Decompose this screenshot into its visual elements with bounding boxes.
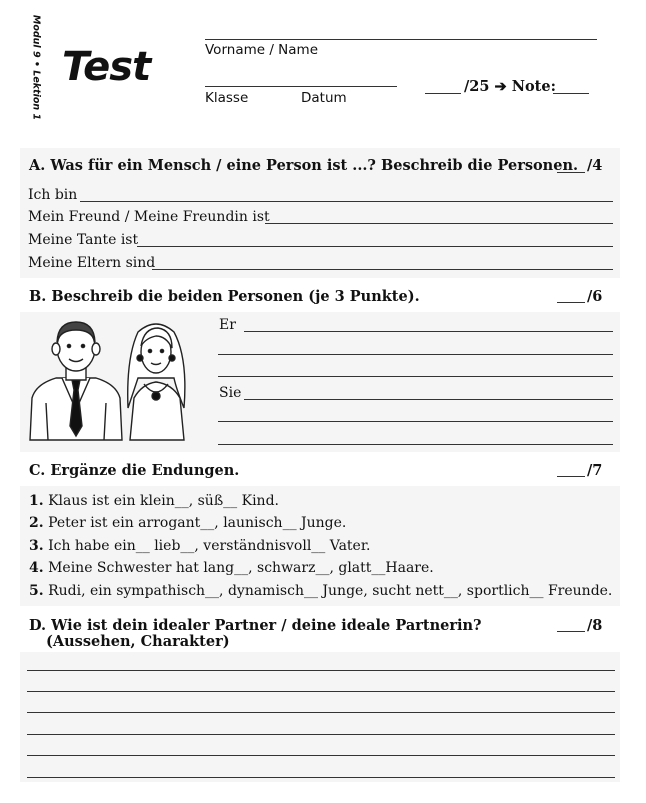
section-b-score: /6	[587, 288, 603, 305]
answer-line[interactable]	[27, 712, 615, 713]
answer-line[interactable]	[218, 354, 613, 355]
answer-line[interactable]	[244, 331, 613, 332]
section-c-score: /7	[587, 462, 603, 479]
answer-line[interactable]	[244, 399, 613, 400]
answer-line[interactable]	[27, 777, 615, 778]
exercise-item	[29, 583, 612, 599]
item-number: 2.	[29, 515, 44, 531]
woman-figure	[128, 324, 185, 440]
class-date-line[interactable]	[205, 86, 397, 87]
total-score: /25 ➔ Note:	[464, 78, 556, 95]
people-illustration	[26, 318, 202, 442]
answer-line[interactable]	[27, 734, 615, 735]
item-number: 3.	[29, 538, 44, 554]
section-c-score-blank[interactable]	[557, 476, 585, 477]
grade-blank[interactable]	[553, 93, 589, 94]
section-b-score-blank[interactable]	[557, 302, 585, 303]
answer-line[interactable]	[218, 376, 613, 377]
answer-line[interactable]	[27, 670, 615, 671]
answer-line[interactable]	[80, 201, 613, 202]
answer-line[interactable]	[265, 223, 613, 224]
item-text: Ich habe ein__ lieb__, verständnisvoll__ Vater.	[48, 538, 371, 554]
answer-line[interactable]	[27, 755, 615, 756]
prompt-tante: Meine Tante ist	[28, 232, 139, 248]
section-a-score-blank[interactable]	[557, 172, 585, 173]
test-title: Test	[62, 44, 151, 90]
name-label: Vorname / Name	[205, 42, 319, 58]
section-b-heading: B. Beschreib die beiden Personen (je 3 Punkte).	[29, 288, 420, 305]
answer-line[interactable]	[218, 421, 613, 422]
answer-line[interactable]	[27, 691, 615, 692]
section-d-score-blank[interactable]	[557, 631, 585, 632]
item-text: Peter ist ein arrogant__, launisch__ Junge.	[48, 515, 347, 531]
exercise-item	[29, 515, 346, 531]
label-er: Er	[219, 317, 236, 333]
exercise-item	[29, 560, 434, 576]
side-label	[26, 12, 46, 130]
section-d-subheading: (Aussehen, Charakter)	[46, 633, 230, 650]
item-text: Meine Schwester hat lang__, schwarz__, glatt__Haare.	[48, 560, 434, 576]
item-text: Rudi, ein sympathisch__, dynamisch__ Junge, sucht nett__, sportlich__ Freunde.	[48, 583, 613, 599]
item-number: 4.	[29, 560, 44, 576]
item-text: Klaus ist ein klein__, süß__ Kind.	[48, 493, 279, 509]
answer-line[interactable]	[218, 444, 613, 445]
side-label-text: Modul 9 • Lektion 1	[30, 14, 42, 121]
exercise-item	[29, 493, 279, 509]
item-number: 1.	[29, 493, 44, 509]
name-line-top	[205, 39, 597, 40]
exercise-item	[29, 538, 370, 554]
label-sie: Sie	[219, 385, 242, 401]
section-d-bg	[20, 652, 620, 782]
section-d-heading: D. Wie ist dein idealer Partner / deine ideale Partnerin?	[29, 617, 482, 634]
section-a-score: /4	[587, 157, 603, 174]
section-a-heading: A. Was für ein Mensch / eine Person ist ...? Beschreib die Personen.	[29, 157, 579, 174]
prompt-ich-bin: Ich bin	[28, 187, 78, 203]
item-number: 5.	[29, 583, 44, 599]
total-score-blank[interactable]	[425, 93, 461, 94]
man-figure	[30, 322, 122, 440]
prompt-freund: Mein Freund / Meine Freundin ist	[28, 209, 270, 225]
answer-line[interactable]	[152, 269, 613, 270]
section-d-score: /8	[587, 617, 603, 634]
class-label: Klasse	[205, 90, 249, 106]
section-c-heading: C. Ergänze die Endungen.	[29, 462, 240, 479]
date-label: Datum	[301, 90, 347, 106]
prompt-eltern: Meine Eltern sind	[28, 255, 156, 271]
answer-line[interactable]	[137, 246, 613, 247]
